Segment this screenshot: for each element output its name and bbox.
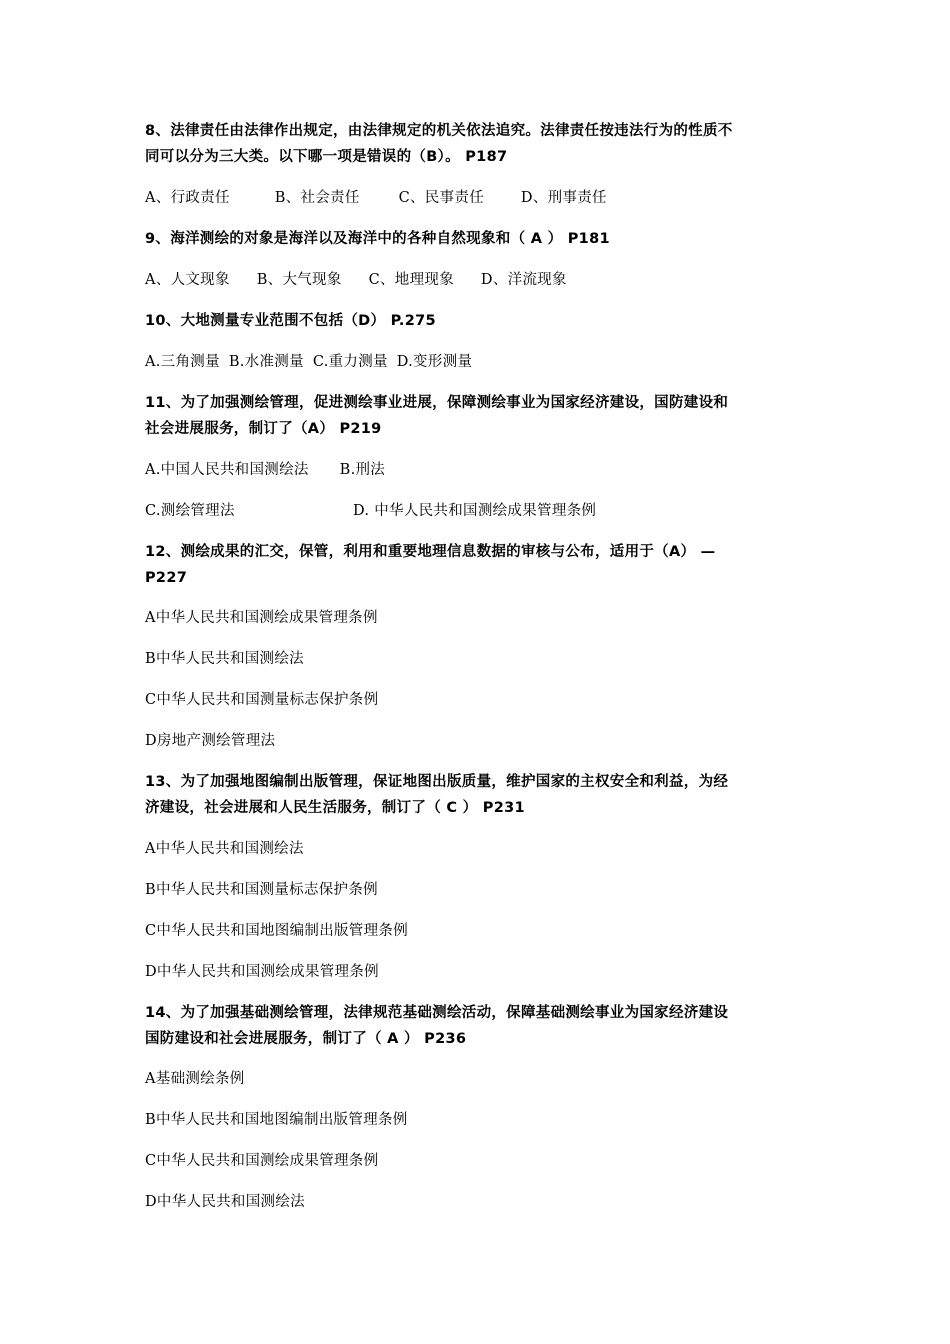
option-a: A.三角测量 [145,354,220,370]
option-c: C.测绘管理法 [145,503,235,519]
question-14-option-c: C中华人民共和国测绘成果管理条例 [145,1153,379,1169]
question-14-line-1: 14、为了加强基础测绘管理，法律规范基础测绘活动，保障基础测绘事业为国家经济建设 [145,1005,729,1021]
option-d: D、刑事责任 [520,190,607,206]
question-14-option-d: D中华人民共和国测绘法 [145,1194,305,1210]
option-a: A、人文现象 [145,272,230,288]
option-c: C、地理现象 [368,272,454,288]
question-8-options [145,185,817,211]
question-11-options-row-1 [145,457,817,483]
option-b: B.刑法 [339,462,386,478]
question-12-line-2: P227 [145,570,188,586]
option-b: B、社会责任 [274,190,360,206]
option-b: B.水准测量 [228,354,304,370]
question-13-option-c: C中华人民共和国地图编制出版管理条例 [145,923,408,939]
question-11-line-1: 11、为了加强测绘管理，促进测绘事业进展，保障测绘事业为国家经济建设，国防建设和 [145,395,729,411]
question-13-line-1: 13、为了加强地图编制出版管理，保证地图出版质量，维护国家的主权安全和利益，为经 [145,774,729,790]
question-12-option-a: A中华人民共和国测绘成果管理条例 [145,610,378,626]
option-c: C.重力测量 [312,354,388,370]
question-9-options [145,267,817,293]
option-d: D、洋流现象 [480,272,567,288]
question-12-line-1: 12、测绘成果的汇交，保管，利用和重要地理信息数据的审核与公布，适用于（A） — [145,544,716,560]
question-10-line-1: 10、大地测量专业范围不包括（D） P.275 [145,313,436,329]
question-13-option-a: A中华人民共和国测绘法 [145,841,304,857]
question-10-options [145,349,817,375]
question-11-line-2: 社会进展服务，制订了（A） P219 [145,421,382,437]
question-12-option-b: B中华人民共和国测绘法 [145,651,304,667]
question-13-option-d: D中华人民共和国测绘成果管理条例 [145,964,379,980]
question-14-line-2: 国防建设和社会进展服务，制订了（ A ） P236 [145,1031,467,1047]
option-d: D.变形测量 [396,354,473,370]
question-8-line-2: 同可以分为三大类。以下哪一项是错误的（B）。 P187 [145,149,508,165]
question-8-line-1: 8、法律责任由法律作出规定，由法律规定的机关依法追究。法律责任按违法行为的性质不 [145,123,733,139]
option-c: C、民事责任 [398,190,484,206]
question-11-options-row-2 [145,498,817,524]
option-b: B、大气现象 [256,272,342,288]
question-13-line-2: 济建设，社会进展和人民生活服务，制订了（ C ） P231 [145,800,525,816]
option-a: A、行政责任 [145,190,230,206]
question-9-line-1: 9、海洋测绘的对象是海洋以及海洋中的各种自然现象和（ A ） P181 [145,231,610,247]
question-12-option-c: C中华人民共和国测量标志保护条例 [145,692,379,708]
question-14-option-a: A基础测绘条例 [145,1071,245,1087]
question-13-option-b: B中华人民共和国测量标志保护条例 [145,882,378,898]
option-d: D. 中华人民共和国测绘成果管理条例 [353,503,597,519]
question-12-option-d: D房地产测绘管理法 [145,733,276,749]
question-14-option-b: B中华人民共和国地图编制出版管理条例 [145,1112,408,1128]
option-a: A.中国人民共和国测绘法 [145,462,309,478]
